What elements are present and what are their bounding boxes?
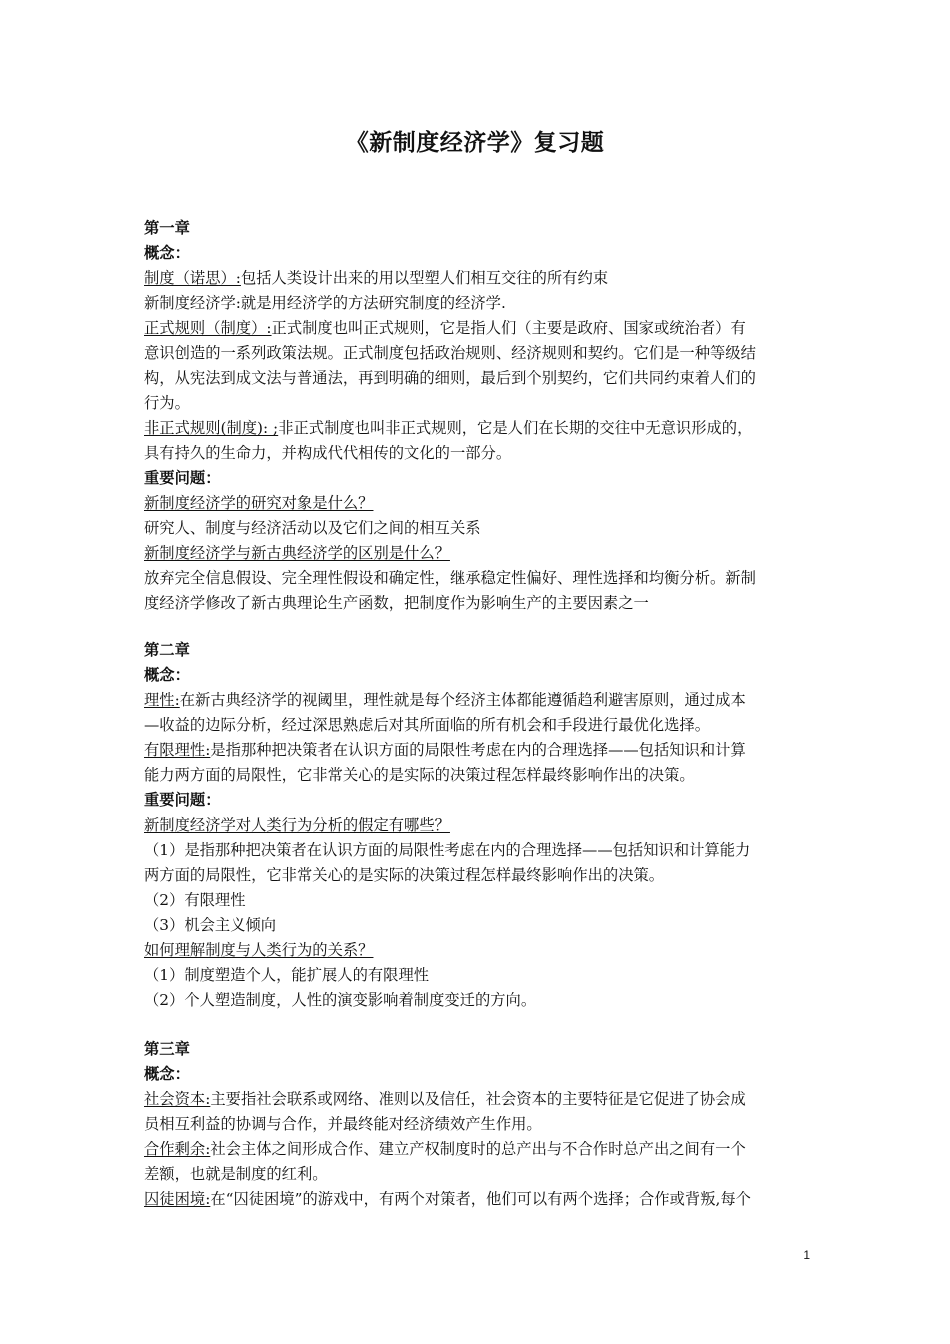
concept-text: 在新古典经济学的视阈里，理性就是每个经济主体都能遵循趋利避害原则，通过成本 <box>179 691 746 709</box>
chapter-2-heading: 第二章 <box>144 641 190 659</box>
question-text: 如何理解制度与人类行为的关系？ <box>144 941 374 959</box>
chapter-2-concept-2 <box>144 740 810 760</box>
document-title: 《新制度经济学》复习题 <box>345 129 605 156</box>
chapter-2-concept-1-line-2: —收益的边际分析，经过深思熟虑后对其所面临的所有机会和手段进行最优化选择。 <box>144 716 710 734</box>
chapter-1-concept-3-line-3: 构，从宪法到成文法与普通法，再到明确的细则，最后到个别契约，它们共同约束着人们的 <box>144 369 756 387</box>
chapter-2-answer-1: （1）是指那种把决策者在认识方面的局限性考虑在内的合理选择——包括知识和计算能力 <box>144 841 751 859</box>
chapter-3-concept-1 <box>144 1089 810 1109</box>
chapter-1-concept-1 <box>144 268 810 288</box>
chapter-2-answer-1-line-3: （2）有限理性 <box>144 891 246 909</box>
concept-term: 正式规则（制度）: <box>144 319 272 337</box>
chapter-1-concept-2: 新制度经济学:就是用经济学的方法研究制度的经济学. <box>144 294 506 312</box>
question-text: 新制度经济学对人类行为分析的假定有哪些？ <box>144 816 450 834</box>
chapter-3-concept-2-line-2: 差额，也就是制度的红利。 <box>144 1165 328 1183</box>
concept-term: 非正式规则(制度): ; <box>144 419 279 437</box>
concept-term: 有限理性: <box>144 741 211 759</box>
concept-term: 囚徒困境: <box>144 1190 211 1208</box>
concept-text: 是指那种把决策者在认识方面的局限性考虑在内的合理选择——包括知识和计算 <box>210 741 746 759</box>
chapter-3-concept-3 <box>144 1189 810 1209</box>
chapter-1-answer-1: 研究人、制度与经济活动以及它们之间的相互关系 <box>144 519 481 537</box>
chapter-1-answer-2-line-2: 度经济学修改了新古典理论生产函数，把制度作为影响生产的主要因素之一 <box>144 594 649 612</box>
chapter-1-heading: 第一章 <box>144 219 190 237</box>
chapter-2-answer-1-line-4: （3）机会主义倾向 <box>144 916 277 934</box>
chapter-2-questions-label: 重要问题： <box>144 791 221 809</box>
chapter-1-questions-label: 重要问题： <box>144 469 221 487</box>
chapter-1-concepts-label: 概念： <box>144 244 190 262</box>
chapter-1-answer-2: 放弃完全信息假设、完全理性假设和确定性，继承稳定性偏好、理性选择和均衡分析。新制 <box>144 569 756 587</box>
chapter-2-answer-2-line-2: （2）个人塑造制度，人性的演变影响着制度变迁的方向。 <box>144 991 537 1009</box>
chapter-2-answer-1-line-2: 两方面的局限性，它非常关心的是实际的决策过程怎样最终影响作出的决策。 <box>144 866 665 884</box>
concept-text: 包括人类设计出来的用以型塑人们相互交往的所有约束 <box>240 269 609 287</box>
chapter-2-answer-2: （1）制度塑造个人，能扩展人的有限理性 <box>144 966 430 984</box>
question-text: 新制度经济学与新古典经济学的区别是什么？ <box>144 544 450 562</box>
concept-term: 社会资本: <box>144 1090 211 1108</box>
chapter-1-concept-3 <box>144 318 810 338</box>
concept-term: 制度（诺思）: <box>144 269 241 287</box>
chapter-2-question-2 <box>144 940 810 960</box>
chapter-3-concept-1-line-2: 员相互利益的协调与合作，并最终能对经济绩效产生作用。 <box>144 1115 542 1133</box>
chapter-2-question-1 <box>144 815 810 835</box>
chapter-3-heading: 第三章 <box>144 1040 190 1058</box>
chapter-1-question-1 <box>144 493 810 513</box>
concept-text: 社会主体之间形成合作、建立产权制度时的总产出与不合作时总产出之间有一个 <box>210 1140 746 1158</box>
chapter-3-concept-2 <box>144 1139 810 1159</box>
concept-text: 正式制度也叫正式规则，它是指人们（主要是政府、国家或统治者）有 <box>271 319 746 337</box>
chapter-2-concept-2-line-2: 能力两方面的局限性，它非常关心的是实际的决策过程怎样最终影响作出的决策。 <box>144 766 695 784</box>
concept-term: 理性: <box>144 691 180 709</box>
concept-text: 主要指社会联系或网络、准则以及信任，社会资本的主要特征是它促进了协会成 <box>210 1090 746 1108</box>
chapter-2-concept-1 <box>144 690 810 710</box>
chapter-3-concepts-label: 概念： <box>144 1065 190 1083</box>
concept-term: 合作剩余: <box>144 1140 211 1158</box>
chapter-1-concept-4-line-2: 具有持久的生命力，并构成代代相传的文化的一部分。 <box>144 444 512 462</box>
chapter-1-question-2 <box>144 543 810 563</box>
concept-text: 在“囚徒困境”的游戏中，有两个对策者，他们可以有两个选择；合作或背叛,每个 <box>210 1190 751 1208</box>
concept-text: 非正式制度也叫非正式规则，它是人们在长期的交往中无意识形成的， <box>278 419 753 437</box>
page-number: 1 <box>803 1248 810 1262</box>
chapter-1-concept-3-line-2: 意识创造的一系列政策法规。正式制度包括政治规则、经济规则和契约。它们是一种等级结 <box>144 344 756 362</box>
chapter-1-concept-3-line-4: 行为。 <box>144 394 190 412</box>
question-text: 新制度经济学的研究对象是什么？ <box>144 494 374 512</box>
chapter-1-concept-4 <box>144 418 810 438</box>
chapter-2-concepts-label: 概念： <box>144 666 190 684</box>
